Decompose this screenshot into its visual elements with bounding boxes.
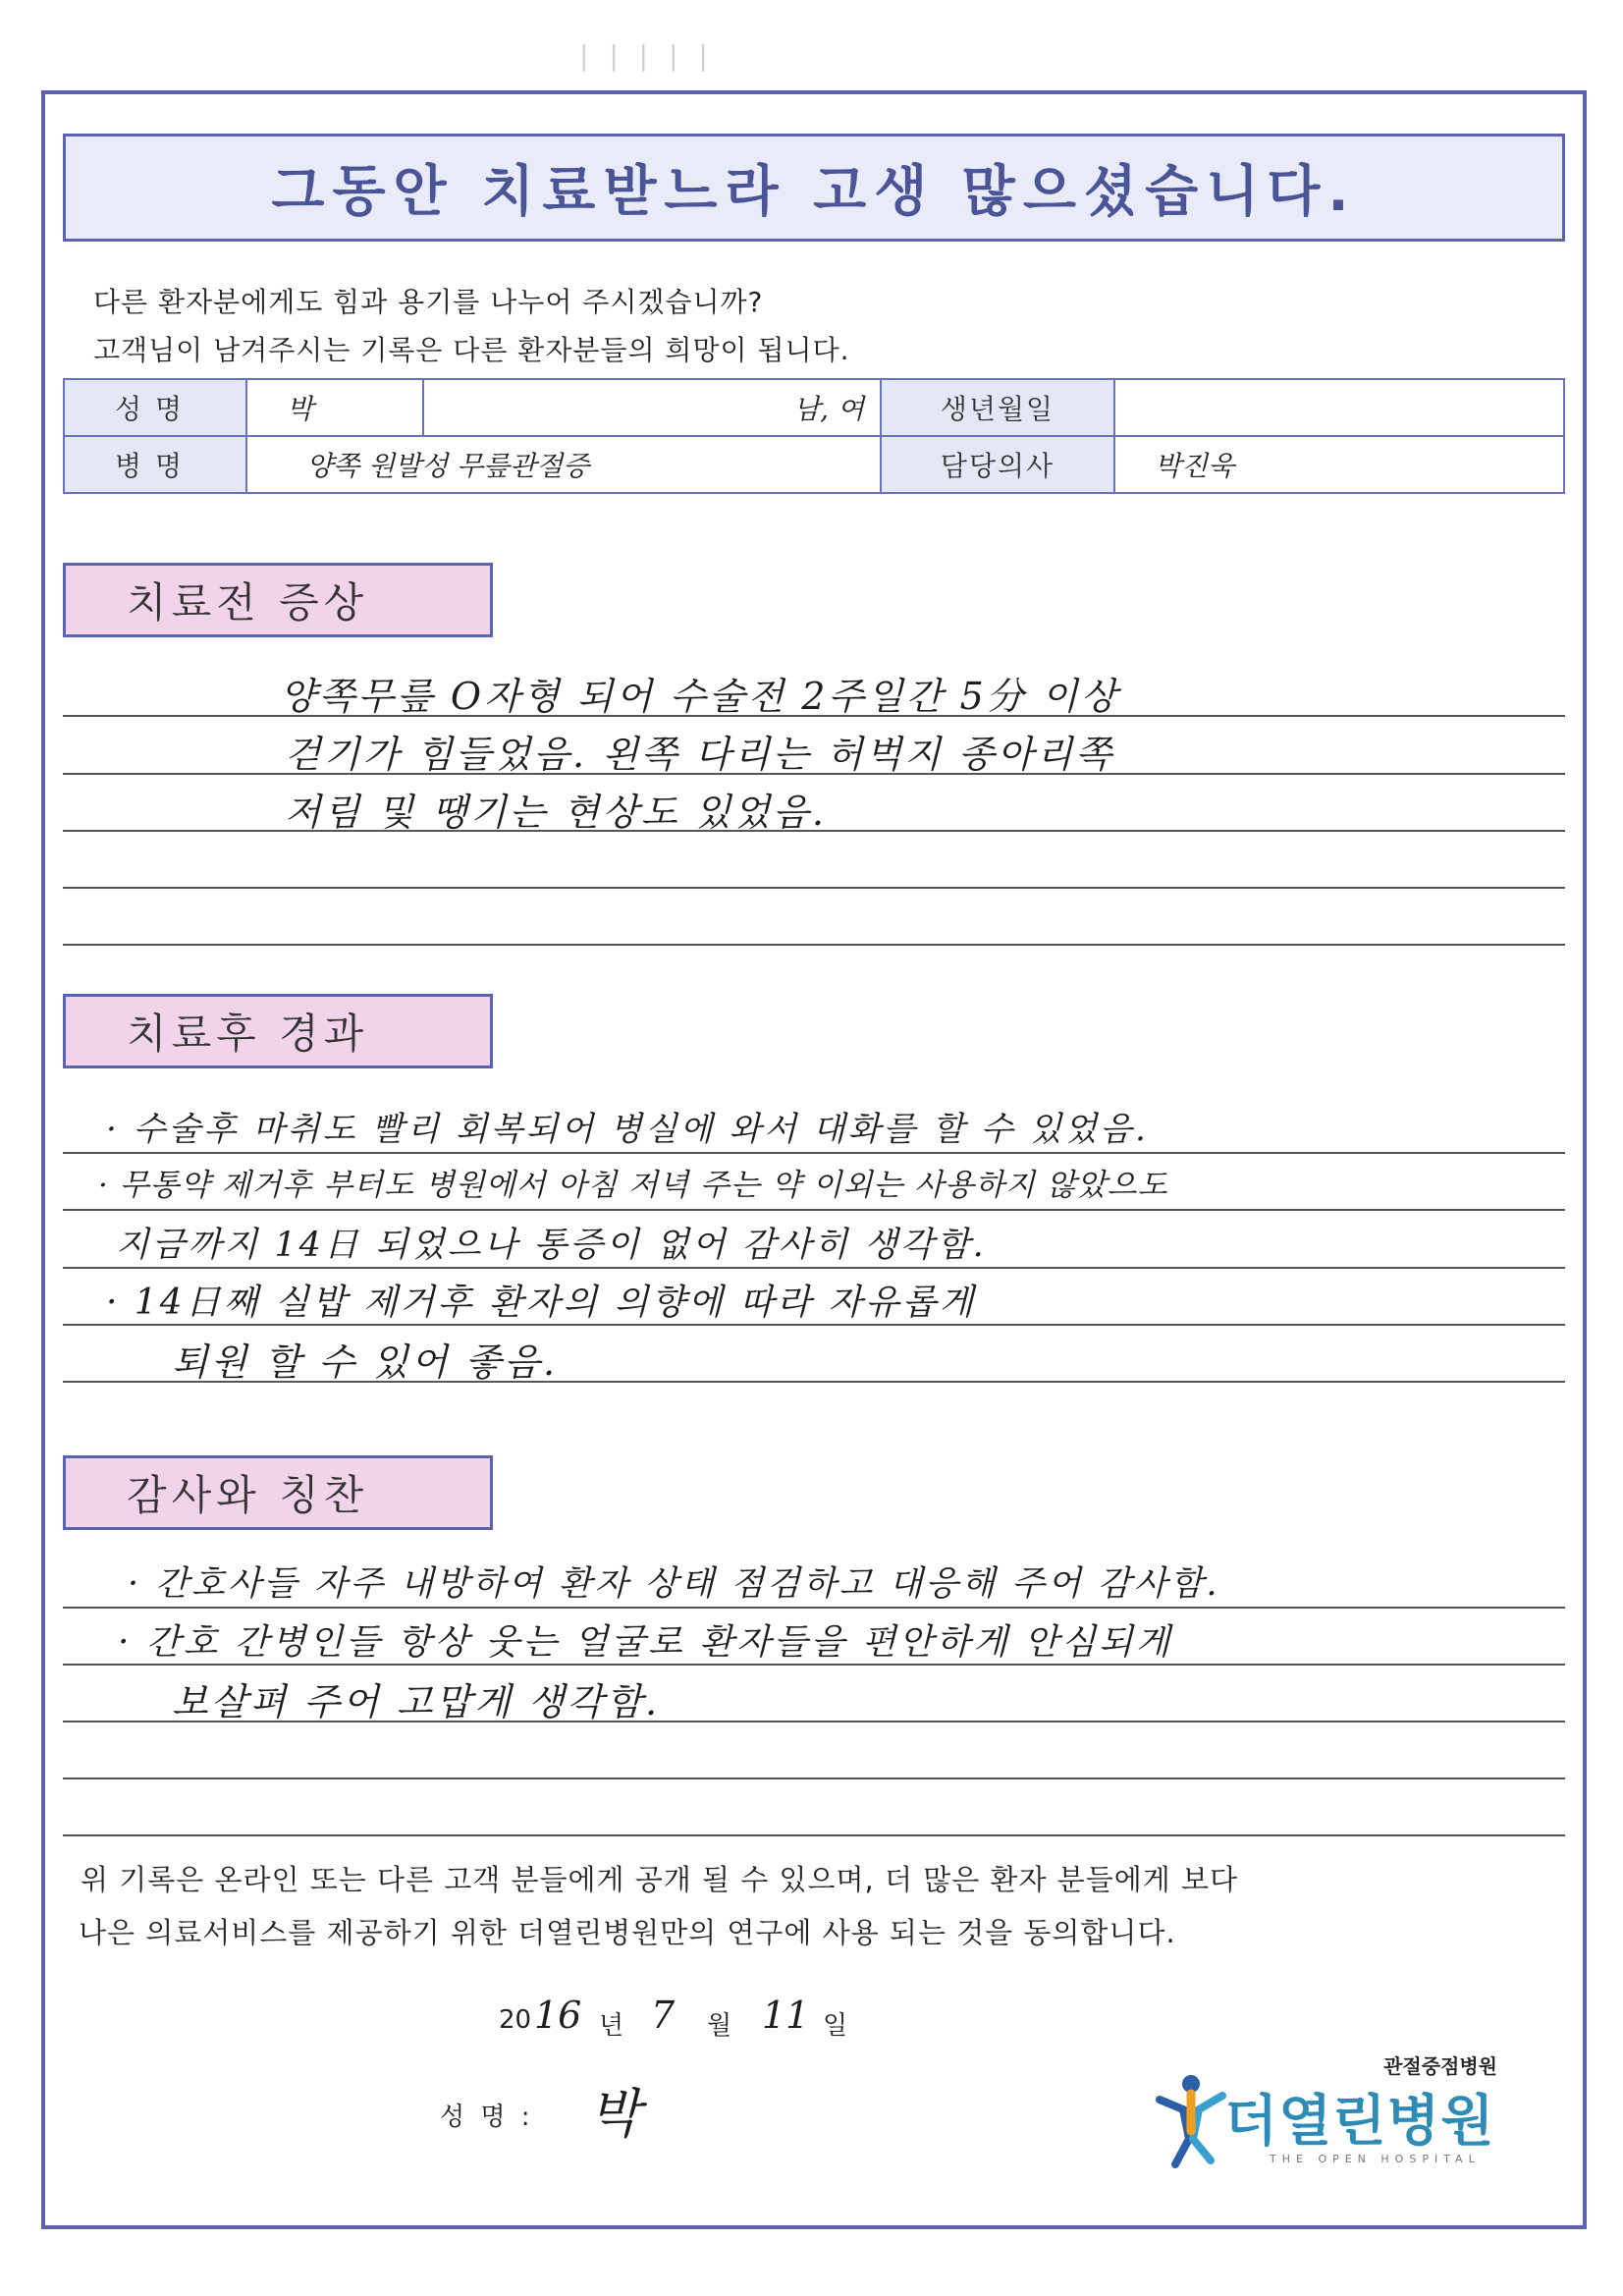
- rule-line: [63, 1267, 1565, 1269]
- name-value: 박: [246, 379, 423, 436]
- date-month-unit: 월: [707, 2011, 732, 2041]
- birth-value: [1114, 379, 1564, 436]
- rule-line: [63, 1607, 1565, 1609]
- date-year: 16: [534, 1994, 582, 2037]
- before-treatment-heading: 치료전 증상: [63, 563, 493, 637]
- rule-line: [63, 887, 1565, 889]
- before-line-3: 저림 및 땡기는 현상도 있었음.: [285, 791, 827, 834]
- info-table: [63, 378, 1565, 494]
- page-title: 그동안 치료받느라 고생 많으셨습니다.: [271, 160, 1357, 224]
- signature-label: 성 명 :: [440, 2103, 534, 2132]
- after-line-4: · 14日째 실밥 제거후 환자의 의향에 따라 자유롭게: [106, 1283, 977, 1323]
- gender-value: 남, 여: [423, 379, 881, 436]
- after-line-1: · 수술후 마취도 빨리 회복되어 병실에 와서 대화를 할 수 있었음.: [106, 1110, 1149, 1149]
- after-line-5: 퇴원 할 수 있어 좋음.: [172, 1340, 559, 1384]
- rule-line: [63, 1777, 1565, 1779]
- hospital-logo: [1154, 2050, 1497, 2178]
- logo-subtitle: THE OPEN HOSPITAL: [1270, 2153, 1481, 2165]
- rule-line: [63, 944, 1565, 946]
- rule-line: [63, 1209, 1565, 1211]
- rule-line: [63, 1152, 1565, 1154]
- thanks-line-3: 보살펴 주어 고맙게 생각함.: [172, 1680, 661, 1723]
- disease-label: 병명: [64, 436, 246, 493]
- birth-label: 생년월일: [881, 379, 1114, 436]
- date-year-unit: 년: [599, 2011, 624, 2041]
- after-treatment-heading: 치료후 경과: [63, 994, 493, 1068]
- logo-name: 더열린병원: [1224, 2090, 1495, 2154]
- thanks-praise-heading: 감사와 칭찬: [63, 1455, 493, 1530]
- date-month: 7: [651, 1994, 676, 2037]
- after-line-3: 지금까지 14日 되었으나 통증이 없어 감사히 생각함.: [116, 1226, 987, 1265]
- logo-tagline: 관절중점병원: [1383, 2054, 1497, 2078]
- consent-line-2: 나은 의료서비스를 제공하기 위한 더열린병원만의 연구에 사용 되는 것을 동의합니다.: [79, 1916, 1176, 1949]
- doctor-label: 담당의사: [881, 436, 1114, 493]
- after-line-2: · 무통약 제거후 부터도 병원에서 아침 저녁 주는 약 이외는 사용하지 않았으도: [98, 1168, 1168, 1203]
- person-icon: [1154, 2070, 1230, 2168]
- title-banner: [63, 134, 1565, 242]
- thanks-line-1: · 간호사들 자주 내방하여 환자 상태 점검하고 대응해 주어 감사함.: [128, 1564, 1220, 1604]
- disease-value: 양쪽 원발성 무릎관절증: [246, 436, 881, 493]
- name-label: 성명: [64, 379, 246, 436]
- date-day: 11: [762, 1994, 810, 2037]
- consent-line-1: 위 기록은 온라인 또는 다른 고객 분들에게 공개 될 수 있으며, 더 많은 환자 분들에게 보다: [81, 1863, 1238, 1896]
- date-prefix: 20: [499, 2005, 532, 2035]
- thanks-line-2: · 간호 간병인들 항상 웃는 얼굴로 환자들을 편안하게 안심되게: [118, 1622, 1173, 1663]
- rule-line: [63, 1834, 1565, 1836]
- date-day-unit: 일: [823, 2011, 848, 2041]
- doctor-value: 박진욱: [1114, 436, 1564, 493]
- intro-line-1: 다른 환자분에게도 힘과 용기를 나누어 주시겠습니까?: [93, 286, 764, 318]
- intro-line-2: 고객님이 남겨주시는 기록은 다른 환자분들의 희망이 됩니다.: [93, 334, 850, 366]
- before-line-2: 걷기가 힘들었음. 왼쪽 다리는 허벅지 종아리쪽: [285, 733, 1114, 776]
- scan-mark: | | | | |: [579, 39, 714, 72]
- before-line-1: 양쪽무릎 O자형 되어 수술전 2주일간 5分 이상: [280, 675, 1120, 718]
- signature-value: 박: [589, 2083, 641, 2145]
